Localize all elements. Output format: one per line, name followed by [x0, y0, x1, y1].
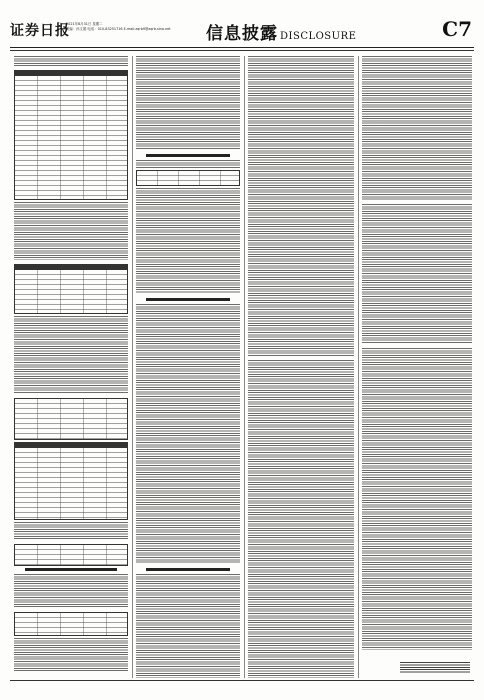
- newspaper-logo: 证券日报: [10, 23, 70, 39]
- text-block: [136, 160, 240, 168]
- text-block: [14, 316, 128, 394]
- data-table: [136, 170, 240, 186]
- data-table: [14, 70, 128, 200]
- column-divider: [132, 56, 133, 678]
- masthead-meta: [66, 22, 171, 32]
- column-1: [14, 56, 128, 678]
- text-block: [14, 574, 128, 608]
- text-block: [136, 574, 240, 678]
- column-2: [136, 56, 240, 678]
- data-table: [14, 612, 128, 636]
- editor-contact-line: 责编：孙文娟 电话：010-83251716 E-mail:zqrb9@zqrb.sina.net: [66, 27, 171, 31]
- masthead-rule: [10, 47, 474, 48]
- section-heading: [146, 154, 229, 157]
- section-heading: [146, 298, 229, 301]
- masthead: [10, 18, 474, 48]
- section-title-en: DISCLOSURE: [280, 31, 357, 42]
- section-heading: [25, 568, 116, 571]
- data-table: [14, 544, 128, 566]
- text-block: [362, 348, 472, 650]
- text-block: [14, 638, 128, 672]
- text-block: [248, 56, 354, 356]
- text-block: [14, 56, 128, 66]
- section-title-cn: 信息披露: [206, 24, 278, 44]
- footer-rule: [10, 680, 474, 681]
- text-block: [362, 56, 472, 200]
- column-divider: [244, 56, 245, 678]
- column-4: [362, 56, 472, 678]
- text-block: [362, 204, 472, 344]
- signature-block: [400, 662, 470, 674]
- data-table: [14, 398, 128, 440]
- column-divider: [358, 56, 359, 678]
- data-table: [14, 442, 128, 520]
- column-3: [248, 56, 354, 678]
- text-block: [136, 188, 240, 294]
- text-block: [136, 56, 240, 150]
- section-title: [206, 19, 356, 44]
- text-block: [248, 360, 354, 678]
- section-heading: [146, 568, 229, 571]
- masthead-rule-thin: [10, 50, 474, 51]
- text-block: [136, 304, 240, 564]
- text-block: [14, 522, 128, 540]
- data-table: [14, 264, 128, 314]
- issue-date-line: 2021年8月31日 星期二: [66, 22, 103, 26]
- text-block: [14, 202, 128, 260]
- page-number: C7: [442, 17, 472, 41]
